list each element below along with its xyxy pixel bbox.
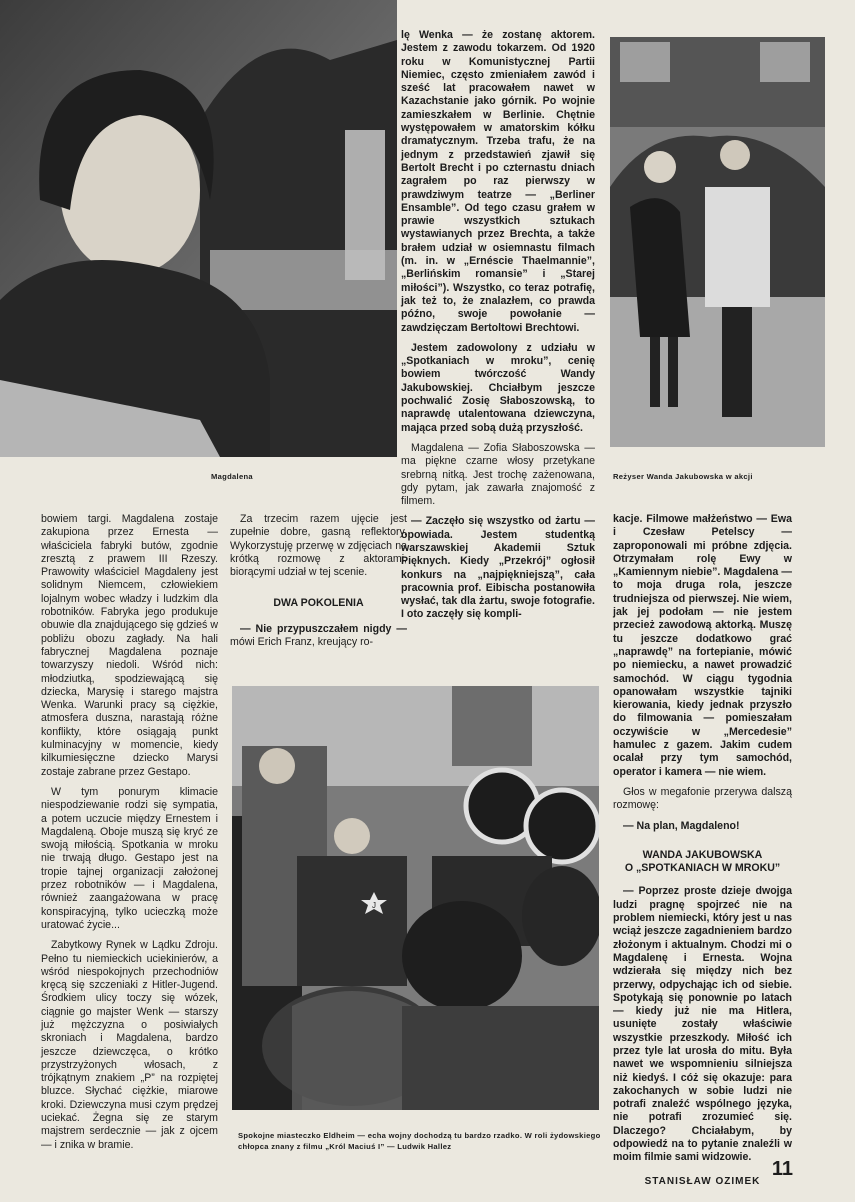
caption-street-scene: Spokojne miasteczko Eldheim — echa wojny dochodzą tu bardzo rzadko. W roli żydowskiego chłopca znany z filmu „Król Maciuś I” — Ludwik Hallez	[238, 1131, 601, 1151]
section-heading-dwa-pokolenia: DWA POKOLENIA	[273, 597, 364, 610]
article-column-4	[613, 513, 792, 1188]
caption-magdalena: Magdalena	[211, 472, 253, 481]
article-column-2	[230, 513, 407, 649]
paragraph-story-2: W tym ponurym klimacie niespodziewanie rodzi się sympatia, a potem uczucie między Ernestem i Magdaleną. Oboje muszą się kryć ze swoją miłością. Spotkania w mroku nie trwają długo. Gestapo jest na tropie tajnej organizacji założonej przez robotników — i Magdalena, również zaangażowana w pracę konspiracyjną, tylko ucieczką może uratować życie...	[41, 785, 218, 931]
photo-street-scene	[232, 686, 599, 1110]
section-subheading-jakubowska: O „SPOTKANIACH W MROKU”	[624, 862, 781, 875]
franz-opening-rest: mówi Erich Franz, kreujący ro-	[230, 636, 374, 649]
paragraph-megaphone: Głos w megafonie przerywa dalszą rozmowę:	[613, 785, 792, 812]
section-heading-jakubowska: WANDA JAKUBOWSKA	[642, 848, 763, 861]
paragraph-franz-quote-2: Jestem zadowolony z udziału w „Spotkaniach w mroku”, cenię bowiem twórczość Wandy Jakubowskiej. Chciałbym jeszcze pochwalić Zosię Słaboszowską, to naprawdę utalentowana dziewczyna, mająca przed sobą dużą przyszłość.	[401, 341, 595, 434]
paragraph-franz-quote: lę Wenka — że zostanę aktorem. Jestem z zawodu tokarzem. Od 1920 roku w Komunistycznej Partii Niemiec, często zmieniałem zawód i sześć lat pracowałem nawet w Kazachstanie jako górnik. Po wojnie zamieszkałem w Berlinie. Chętnie występowałem w amatorskim kółku dramatycznym. Trzeba trafu, że na jednym z przedstawień zjawił się Bertolt Brecht i po czternastu dniach zagrałem po raz pierwszy w prawdziwym teatrze — „Berliner Ensamble”. Od tego czasu grałem w prawie wszystkich sztukach wystawianych przez Brechta, a także brałem udział w osiemnastu filmach (m. in. w „Ernéscie Thaelmannie”, „Berlińskim romansie” i „Starej miłości”). Wszystko, co teraz potrafię, jak też to, że znalazłem, co prawda późno, swoje powołanie — zawdzięczam Bertoltowi Brechtowi.	[401, 29, 595, 334]
paragraph-na-plan: — Na plan, Magdaleno!	[623, 819, 740, 832]
article-column-1	[41, 513, 218, 1152]
paragraph-slaboszowska-cont: kacje. Filmowe małżeństwo — Ewa i Czesław Petelscy — zaproponowali mi próbne zdjęcia. Otrzymałam rolę Ewy w „Kamiennym niebie”. Magdalena — to moja druga rola, jeszcze trudniejsza od pierwszej. Nie wiem, jak jej podołam — nie jestem przecież zawodową aktorką. Muszę tu jeszcze dodatkowo grać „naprawdę” na fortepianie, mówić po niemiecku, a nawet prowadzić samochód. W ciągu tygodnia opanowałam wszystkie tajniki kierowania, kiedy jednak przyszło do filmowania — pomieszałam oczywiście w „Mercedesie” hamulec z gazem. Jakim cudem ocalał przy tym samochód, operator i kamera — nie wiem.	[613, 513, 792, 778]
author-signature: STANISŁAW OZIMEK	[644, 1175, 761, 1187]
paragraph-jakubowska-quote: — Poprzez proste dzieje dwojga ludzi pragnę spojrzeć nie na problem niemiecki, który jest u nas wciąż jeszcze zagadnieniem bardzo złożonym i aktualnym. Chodzi mi o Magdalenę i Ernesta. Wojna wdzierała się między nich bez przerwy, odpychając ich od siebie. Spotykają się ponownie po latach — kiedy już nie ma Hitlera, usunięte zostały właściwie wszystkie przeszkody. Miłość ich przez tyle lat urosła do mitu. Była nawet we wspomnieniu silniejsza niż kiedyś. I cóż się okazuje: para zakochanych w sobie ludzi nie potrafi znaleźć wspólnego języka, nie potrafi zrozumieć się. Dlaczego? Chciałabym, by odpowiedź na to pytanie znaleźli w moim filmie sami widzowie.	[613, 885, 792, 1164]
photo-director	[610, 37, 825, 447]
svg-text:J: J	[372, 901, 376, 910]
page-number: 11	[771, 1158, 793, 1180]
paragraph-franz-intro	[230, 623, 407, 650]
franz-opening-bold: — Nie przypuszczałem nigdy —	[240, 622, 407, 635]
paragraph-story-1: bowiem targi. Magdalena zostaje zakupiona przez Ernesta — właściciela fabryki butów, zgodnie zresztą z prawem III Rzeszy. Prawowity właściciel Magdaleny jest solidnym Niemcem, człowiekiem lojalnym wobec władzy i ludzkim dla robotników. Fabryka jego produkuje obuwie dla znajdującego się gdzieś w pobliżu obozu zagłady. Na hali fabrycznej Magdalena poznaje towarzyszy niedoli. Wśród nich: młodziutką, spodziewającą się dziecka, Marysię i starego majstra Wenka. Warunki pracy są ciężkie, atmosfera duszna, narastają różne konflikty, które osiągają punkt kulminacyjny w momencie, kiedy kilkumiesięczne dziecko Marysi zostaje zabrane przez Gestapo.	[41, 513, 218, 778]
article-column-top	[401, 29, 595, 622]
paragraph-slaboszowska-quote: — Zaczęło się wszystko od żartu — opowiada. Jestem studentką warszawskiej Akademii Sztuk Pięknych. Kiedy „Przekrój” ogłosił konkurs na „najpiękniejszą”, cała pracownia prof. Eibischa postanowiła wysłać, tak dla żartu, swoje fotografie. I oto zaczęły się kompli-	[401, 515, 595, 621]
paragraph-slaboszowska-intro: Magdalena — Zofia Słaboszowska — ma piękne czarne włosy przetykane srebrną nitką. Jest trochę zażenowana, gdy pytam, jak zawarła znajomość z filmem.	[401, 441, 595, 508]
paragraph-scene-break: Za trzecim razem ujęcie jest zupełnie dobre, gasną reflektory. Wykorzystuję przerwę w zdjęciach na krótką rozmowę z aktorami, biorącymi udział w tej scenie.	[230, 513, 407, 579]
caption-director: Reżyser Wanda Jakubowska w akcji	[613, 472, 753, 481]
photo-magdalena	[0, 0, 397, 457]
paragraph-story-3: Zabytkowy Rynek w Lądku Zdroju. Pełno tu niemieckich uciekinierów, a wśród niespokojnych przechodniów kręcą się szczeniaki z Hitler-Jugend. Środkiem ulicy toczy się wózek, ciągnie go majster Wenk — starszy już mężczyzna o posiwiałych skroniach i Magdalena, bardzo jeszcze dziewczęca, o krótko przystrzyżonych włosach, z trójkątnym znakiem „P” na rozpiętej bluzce. Słychać ciężkie, miarowe kroki. Dziewczyna musi czym prędzej uciekać. Żegna się ze starym majstrem serdecznie — jak z ojcem — i znika w bramie.	[41, 939, 218, 1151]
